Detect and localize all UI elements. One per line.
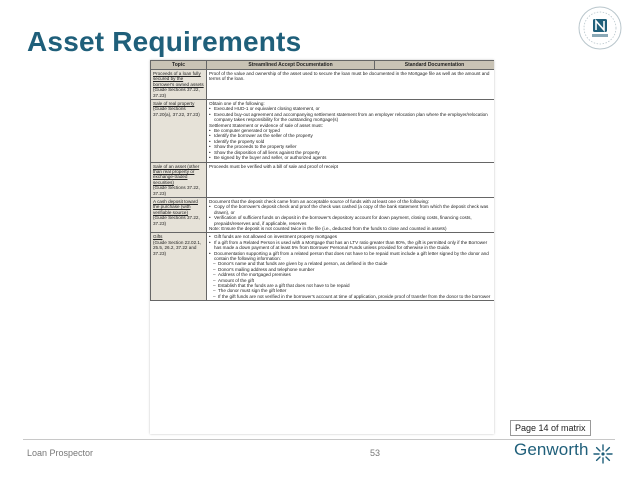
doc-paragraph: Proof of the value and ownership of the asset used to secure the loan must be documented in the Mortgage file as well as the amount and terms of the loan. xyxy=(209,71,490,82)
list-item: • If a gift from a Related Person is used with a Mortgage that has an LTV ratio greater than 80%, the gift is permitted only if the Borrower has made a down payment of at least 5% from Borrower Personal Funds unless provided for otherwise in the Guide. xyxy=(214,240,492,251)
bullet-list xyxy=(209,204,492,226)
list-item: – Establish that the funds are a gift that does not have to be repaid xyxy=(218,283,492,288)
topic-ref: (Guide Sections 37.20(a), 37.22, 37.23) xyxy=(153,106,200,117)
list-item: – Donor's name and that funds are given by a related person, as defined in the Guide xyxy=(218,261,492,266)
header-topic: Topic xyxy=(151,61,207,70)
topic-cell xyxy=(151,162,207,197)
matrix-row xyxy=(151,100,495,162)
list-item: • Verification of sufficient funds on deposit in the borrower's depository account for down payment, closing costs, financing costs, prepaids/reserves and, if applicable, reserves xyxy=(214,215,492,226)
doc-paragraph: Settlement Statement or evidence of sale of asset must: xyxy=(209,122,323,128)
header-streamlined: Streamlined Accept Documentation xyxy=(207,61,375,70)
doc-paragraph: Obtain one of the following: xyxy=(209,101,265,107)
list-item: • Executed buy-out agreement and accompanying settlement statement from an employer relocation plan where the employer/relocation company takes responsibility for the outstanding mortgage(s) xyxy=(214,112,492,123)
bullet-list xyxy=(209,234,492,261)
matrix-row xyxy=(151,70,495,100)
list-item: • Show the proceeds to the property seller xyxy=(214,144,492,149)
bullet-list xyxy=(209,106,492,122)
topic-cell xyxy=(151,197,207,232)
topic-cell xyxy=(151,233,207,301)
list-item: • Be computer generated or typed xyxy=(214,128,492,133)
starburst-icon xyxy=(592,443,614,465)
list-item: • Identify the property sold xyxy=(214,139,492,144)
bullet-list xyxy=(209,128,492,160)
documentation-cell xyxy=(207,70,495,100)
list-item: • Show the disposition of all liens against the property xyxy=(214,150,492,155)
matrix-document xyxy=(150,60,494,434)
matrix-row xyxy=(151,233,495,301)
page-note: Page 14 of matrix xyxy=(510,420,591,436)
documentation-cell xyxy=(207,197,495,232)
topic-ref: (Guide Sections 37.22, 37.23) xyxy=(153,215,200,226)
doc-paragraph: Proceeds must be verified with a bill of sale and proof of receipt xyxy=(209,163,338,169)
list-item: • Copy of the borrower's deposit check and proof the check was cashed (a copy of the bank statement from which the deposit check was drawn), or xyxy=(214,204,492,215)
topic-name: A cash deposit toward the purchase (with verifiable source) xyxy=(153,198,198,215)
topic-cell xyxy=(151,100,207,162)
header-standard: Standard Documentation xyxy=(375,61,495,70)
documentation-cell xyxy=(207,100,495,162)
topic-name: Proceeds of a loan fully secured by the borrower's owned assets xyxy=(153,71,204,87)
list-item: – Address of the mortgaged premises xyxy=(218,272,492,277)
topic-name: Sale of real property xyxy=(153,101,195,107)
list-item: – If the gift funds are not verified in the borrower's account at time of application, provide proof of transfer from the donor to the borrower xyxy=(218,294,492,299)
topic-ref: (Guide Sections 37.22, 37.23) xyxy=(153,87,200,98)
page-number: 53 xyxy=(370,448,381,458)
doc-paragraph: Document that the deposit check came from an acceptable source of funds with at least one of the following: xyxy=(209,198,430,204)
matrix-row xyxy=(151,197,495,232)
footer-label: Loan Prospector xyxy=(27,448,94,458)
documentation-cell xyxy=(207,233,495,301)
matrix-row xyxy=(151,162,495,197)
list-item: • Identify the borrower as the seller of the property xyxy=(214,133,492,138)
list-item: • Documentation supporting a gift from a related person that does not have to be repaid must include a gift letter signed by the donor and contain the following information: xyxy=(214,251,492,262)
topic-cell xyxy=(151,70,207,100)
topic-ref: (Guide Section 22.02.1, 25.5, 26.2, 37.22 and 37.23) xyxy=(153,239,202,256)
topic-ref: (Guide Sections 37.22, 37.23) xyxy=(153,185,200,196)
preferred-partner-seal-icon xyxy=(578,6,622,50)
documentation-cell xyxy=(207,162,495,197)
topic-name: Sale of an asset (other than real property or exchange-traded securities) xyxy=(153,163,200,185)
asset-requirements-matrix xyxy=(150,60,494,301)
dash-list xyxy=(209,261,492,299)
slide-title: Asset Requirements xyxy=(27,26,302,57)
list-item: – Amount of the gift xyxy=(218,278,492,283)
genworth-logo-text: Genworth xyxy=(514,440,589,459)
list-item: • Executed HUD-1 or equivalent closing statement, or xyxy=(214,106,492,111)
list-item: • Be signed by the buyer and seller, or authorized agents xyxy=(214,155,492,160)
list-item: • Gift funds are not allowed on investment property mortgages xyxy=(214,234,492,239)
list-item: – Donor's mailing address and telephone number xyxy=(218,267,492,272)
topic-name: Gifts xyxy=(153,234,163,240)
matrix-header-row xyxy=(151,61,495,70)
list-item: – The donor must sign the gift letter xyxy=(218,288,492,293)
matrix-body xyxy=(151,70,495,301)
doc-paragraph: Note: Ensure the deposit is not counted twice in the file (i.e., deducted from the funds to close and counted in assets) xyxy=(209,225,447,231)
